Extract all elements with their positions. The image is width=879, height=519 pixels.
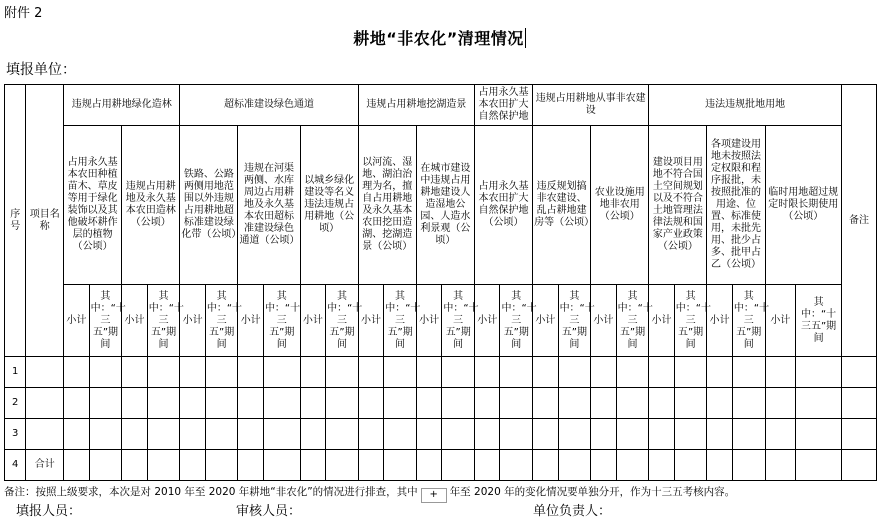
sub-header-12: 各项建设用地未按照法定权限和程序报批，未按照批准的用途、位置、标准使用，未批先用、批少占多、批甲占乙（公顷） [707,126,765,285]
data-cell[interactable] [180,419,205,450]
of-which-13th-fyp-header: 其中：“十三五”期间 [89,285,122,357]
of-which-13th-fyp-header: 其中：“十三五”期间 [263,285,300,357]
data-cell[interactable] [180,357,205,388]
subtotal-header: 小计 [765,285,796,357]
data-cell[interactable] [64,357,89,388]
data-cell[interactable] [205,357,238,388]
footnote-text-1: 备注：按照上级要求，本次是对 2010 年至 2020 年耕地“非农化”的情况进行排查，其中 [4,486,418,498]
subtotal-header: 小计 [180,285,205,357]
data-cell[interactable] [442,388,475,419]
data-cell[interactable] [591,450,616,481]
data-cell[interactable] [442,419,475,450]
data-cell[interactable] [358,388,383,419]
row-seq: 1 [5,357,26,388]
data-cell[interactable] [558,357,591,388]
page-title [0,26,879,49]
reviewer-label: 审核人员： [236,504,302,519]
data-cell[interactable] [122,388,147,419]
data-cell[interactable] [147,388,180,419]
sub-header-4: 违规在河渠两侧、水库周边占用耕地及永久基本农田超标准建设绿色通道（公顷） [238,126,300,285]
sub-header-5: 以城乡绿化建设等名义违法违规占用耕地（公顷） [300,126,358,285]
data-cell[interactable] [147,419,180,450]
data-cell[interactable] [263,388,300,419]
data-cell[interactable] [474,419,499,450]
data-cell[interactable] [765,357,796,388]
data-cell[interactable] [384,357,417,388]
data-cell[interactable] [326,357,359,388]
row-project-name[interactable] [26,357,64,388]
table-row [5,357,877,388]
data-cell[interactable] [649,357,674,388]
data-cell[interactable] [796,419,842,450]
data-cell[interactable] [263,419,300,450]
data-cell[interactable] [674,357,707,388]
header-seq: 序号 [5,85,26,357]
data-cell[interactable] [384,388,417,419]
cleanup-table[interactable] [4,84,877,481]
data-cell[interactable] [300,388,325,419]
subtotal-header: 小计 [649,285,674,357]
data-cell[interactable] [533,388,558,419]
of-which-13th-fyp-header: 其中：“十三五”期间 [796,285,842,357]
filler-label: 填报人员： [16,504,82,519]
data-cell[interactable] [64,450,89,481]
footnote-text-2: 年至 2020 年的变化情况要单独分开，作为十三五考核内容。 [449,486,736,498]
data-cell[interactable] [358,357,383,388]
row-seq: 3 [5,419,26,450]
data-cell[interactable] [64,388,89,419]
attachment-label: 附件 2 [4,6,43,21]
data-cell[interactable] [533,419,558,450]
data-cell[interactable] [591,388,616,419]
data-cell[interactable] [674,419,707,450]
data-cell[interactable] [796,357,842,388]
data-cell[interactable] [205,388,238,419]
data-cell[interactable] [416,450,441,481]
row-project-name[interactable] [26,388,64,419]
data-cell[interactable] [732,357,765,388]
data-cell[interactable] [674,450,707,481]
data-cell[interactable] [616,450,649,481]
data-cell[interactable] [358,419,383,450]
data-cell[interactable] [122,450,147,481]
data-cell[interactable] [474,450,499,481]
subtotal-header: 小计 [122,285,147,357]
of-which-13th-fyp-header: 其中：“十三五”期间 [558,285,591,357]
data-cell[interactable] [263,450,300,481]
sub-header-13: 临时用地超过规定时限长期使用（公顷） [765,126,842,285]
row-remark[interactable] [842,357,877,388]
data-cell[interactable] [89,388,122,419]
data-cell[interactable] [707,388,732,419]
data-cell[interactable] [732,388,765,419]
data-cell[interactable] [616,419,649,450]
header-project-name: 项目名称 [26,85,64,357]
of-which-13th-fyp-header: 其中：“十三五”期间 [326,285,359,357]
data-cell[interactable] [64,419,89,450]
group-header-green-channel: 超标准建设绿色通道 [180,85,358,126]
table-body[interactable] [5,357,877,481]
data-cell[interactable] [707,419,732,450]
subtotal-header: 小计 [238,285,263,357]
subtotal-header: 小计 [300,285,325,357]
data-cell[interactable] [326,450,359,481]
data-cell[interactable] [147,357,180,388]
data-cell[interactable] [238,450,263,481]
data-cell[interactable] [89,357,122,388]
data-cell[interactable] [89,419,122,450]
text-cursor [525,28,526,48]
data-cell[interactable] [796,450,842,481]
subtotal-header: 小计 [474,285,499,357]
data-cell[interactable] [707,357,732,388]
data-cell[interactable] [732,450,765,481]
data-cell[interactable] [416,419,441,450]
data-cell[interactable] [796,388,842,419]
row-seq: 2 [5,388,26,419]
data-cell[interactable] [358,450,383,481]
data-cell[interactable] [263,357,300,388]
title-text: 耕地“非农化”清理情况 [353,29,524,48]
data-cell[interactable] [300,357,325,388]
row-seq: 4 [5,450,26,481]
data-cell[interactable] [238,419,263,450]
data-cell[interactable] [416,388,441,419]
data-cell[interactable] [533,357,558,388]
row-remark[interactable] [842,388,877,419]
of-which-13th-fyp-header: 其中：“十三五”期间 [205,285,238,357]
of-which-13th-fyp-header: 其中：“十三五”期间 [732,285,765,357]
row-remark[interactable] [842,419,877,450]
data-cell[interactable] [500,450,533,481]
data-cell[interactable] [442,450,475,481]
data-cell[interactable] [384,419,417,450]
header-remark: 备注 [842,85,877,357]
of-which-13th-fyp-header: 其中：“十三五”期间 [442,285,475,357]
footnote [4,484,735,503]
subcolumn-header-row [5,285,877,357]
sub-header-11: 建设项目用地不符合国土空间规划以及不符合土地管理法律法规和国家产业政策（公顷） [649,126,707,285]
data-cell[interactable] [326,419,359,450]
sub-header-3: 铁路、公路两侧用地范围以外违规占用耕地超标准建设绿化带（公顷） [180,126,238,285]
data-cell[interactable] [180,388,205,419]
data-cell[interactable] [384,450,417,481]
data-cell[interactable] [765,419,796,450]
data-cell[interactable] [89,450,122,481]
data-cell[interactable] [238,388,263,419]
data-cell[interactable] [500,388,533,419]
data-cell[interactable] [765,450,796,481]
data-cell[interactable] [122,419,147,450]
data-cell[interactable] [707,450,732,481]
subtotal-header: 小计 [358,285,383,357]
of-which-13th-fyp-header: 其中：“十三五”期间 [674,285,707,357]
subtotal-header: 小计 [416,285,441,357]
data-cell[interactable] [649,419,674,450]
data-cell[interactable] [205,450,238,481]
data-cell[interactable] [533,450,558,481]
subtotal-header: 小计 [707,285,732,357]
table-row [5,450,877,481]
data-cell[interactable] [442,357,475,388]
row-remark[interactable] [842,450,877,481]
data-cell[interactable] [147,450,180,481]
data-cell[interactable] [474,388,499,419]
data-cell[interactable] [122,357,147,388]
data-cell[interactable] [326,388,359,419]
of-which-13th-fyp-header: 其中：“十三五”期间 [147,285,180,357]
data-cell[interactable] [238,357,263,388]
group-header-nonagri-construction: 违规占用耕地从事非农建设 [533,85,649,126]
sub-header-10: 农业设施用地非农用（公顷） [591,126,649,285]
sub-header-8: 占用永久基本农田扩大自然保护地（公顷） [474,126,532,285]
data-cell[interactable] [180,450,205,481]
row-project-name[interactable]: 合计 [26,450,64,481]
data-cell[interactable] [616,357,649,388]
data-cell[interactable] [300,419,325,450]
data-cell[interactable] [500,419,533,450]
subtotal-header: 小计 [591,285,616,357]
group-header-lake-landscape: 违规占用耕地挖湖造景 [358,85,474,126]
row-project-name[interactable] [26,419,64,450]
fill-unit-label: 填报单位： [6,62,76,78]
plus-icon[interactable]: + [421,488,447,503]
group-header-nature-reserve: 占用永久基本农田扩大自然保护地 [474,85,532,126]
sub-header-9: 违反规划搞非农建设、乱占耕地建房等（公顷） [533,126,591,285]
data-cell[interactable] [674,388,707,419]
data-cell[interactable] [205,419,238,450]
data-cell[interactable] [500,357,533,388]
data-cell[interactable] [416,357,441,388]
table-row [5,388,877,419]
sub-header-6: 以河流、湿地、湖泊治理为名，擅自占用耕地及永久基本农田挖田造湖、挖湖造景（公顷） [358,126,416,285]
of-which-13th-fyp-header: 其中：“十三五”期间 [616,285,649,357]
data-cell[interactable] [591,419,616,450]
data-cell[interactable] [300,450,325,481]
of-which-13th-fyp-header: 其中：“十三五”期间 [384,285,417,357]
group-header-greening: 违规占用耕地绿化造林 [64,85,180,126]
sub-header-2: 违规占用耕地及永久基本农田造林（公顷） [122,126,180,285]
data-cell[interactable] [558,419,591,450]
data-cell[interactable] [765,388,796,419]
group-header-illegal-land-use: 违法违规批地用地 [649,85,842,126]
of-which-13th-fyp-header: 其中：“十三五”期间 [500,285,533,357]
table-row [5,419,877,450]
sub-header-1: 占用永久基本农田种植苗木、草皮等用于绿化装饰以及其他破坏耕作层的植物（公顷） [64,126,122,285]
subtotal-header: 小计 [533,285,558,357]
sub-header-7: 在城市建设中违规占用耕地建设人造湿地公园、人造水利景观（公顷） [416,126,474,285]
data-cell[interactable] [558,388,591,419]
data-cell[interactable] [649,388,674,419]
data-cell[interactable] [616,388,649,419]
data-cell[interactable] [558,450,591,481]
data-cell[interactable] [591,357,616,388]
data-cell[interactable] [474,357,499,388]
data-cell[interactable] [732,419,765,450]
leader-label: 单位负责人： [533,504,612,519]
subtotal-header: 小计 [64,285,89,357]
data-cell[interactable] [649,450,674,481]
